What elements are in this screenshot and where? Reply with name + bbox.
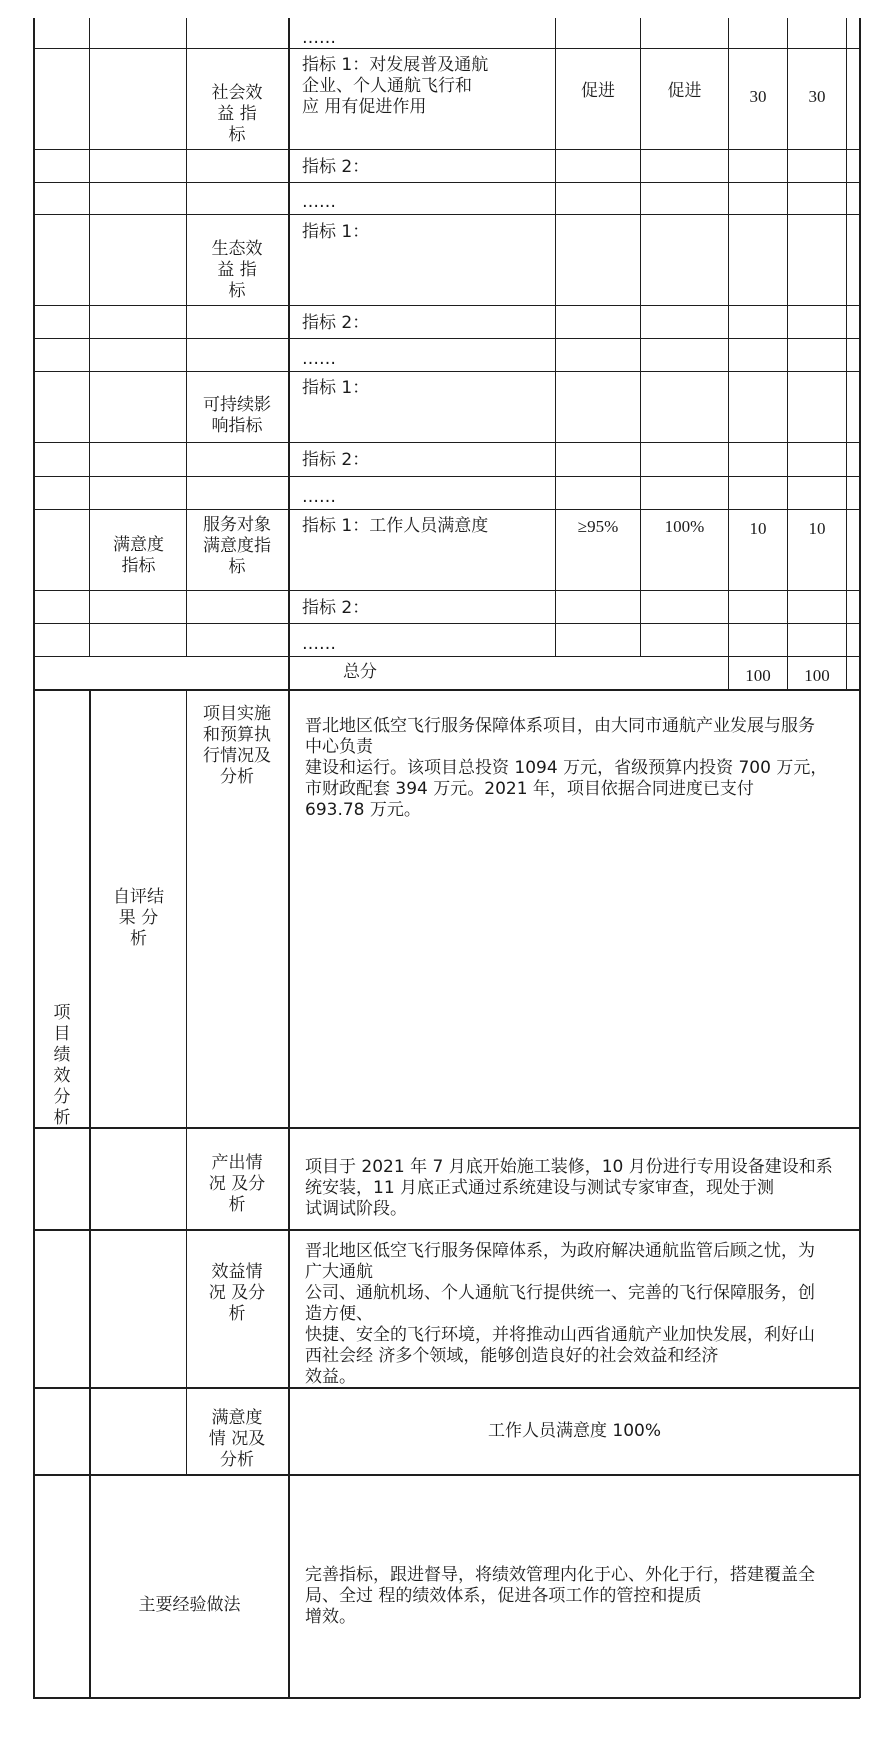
experience-label: 主要经验做法 xyxy=(138,1595,241,1615)
table-line xyxy=(33,1474,860,1476)
total-label: 总分 xyxy=(343,662,377,682)
actual-value-cell: 促进 xyxy=(667,81,702,101)
table-line xyxy=(33,214,860,215)
output-text: 项目于 2021 年 7 月底开始施工装修，10 月份进行专用设备建设和系 统安装，11 月底正式通过系统建设与测试专家审查，现处于测 试调试阶段。 xyxy=(305,1157,833,1219)
weight-cell: 30 xyxy=(749,87,767,106)
table-line xyxy=(33,1229,860,1231)
table-line xyxy=(288,18,290,1475)
category-cell: 生态效 益 指 标 xyxy=(211,239,263,301)
indicator-cell: …… xyxy=(302,192,336,212)
table-line xyxy=(846,18,847,690)
table-line xyxy=(33,476,860,477)
output-label: 产出情 况 及分 析 xyxy=(208,1153,266,1215)
table-line xyxy=(33,48,860,49)
table-line xyxy=(33,305,860,306)
table-line xyxy=(33,623,860,624)
total-weight: 100 xyxy=(745,666,771,685)
target-value-cell: 促进 xyxy=(581,81,615,101)
category-cell: 可持续影 响指标 xyxy=(203,395,271,436)
indicator-cell: …… xyxy=(302,28,336,48)
indicator-cell: …… xyxy=(302,487,336,507)
table-line xyxy=(288,1474,290,1698)
target-value-cell: ≥95% xyxy=(577,517,619,536)
indicator-cell: 指标 2： xyxy=(302,450,370,470)
level2-cell: 满意度 指标 xyxy=(113,535,164,576)
benefit-text: 晋北地区低空飞行服务保障体系，为政府解决通航监管后顾之忧，为 广大通航 公司、通航机场、个人通航飞行提供统一、完善的飞行保障服务，创 造方便、 快捷、安全的飞行环境，并将推动山西省通航产业加快发展，利好山 西社会经 济多个领域，能够创造良好的社会效益和经济 效益。 xyxy=(305,1241,815,1387)
table-line xyxy=(186,689,187,1475)
table-line xyxy=(33,689,860,691)
indicator-cell: 指标 1：工作人员满意度 xyxy=(302,516,489,536)
table-line xyxy=(89,18,90,656)
weight-cell: 10 xyxy=(749,519,767,538)
table-line xyxy=(33,338,860,339)
table-line xyxy=(89,689,91,1698)
impl-label: 项目实施 和预算执 行情况及 分析 xyxy=(203,704,271,787)
indicator-cell: …… xyxy=(302,349,336,369)
table-line xyxy=(33,371,860,372)
table-line xyxy=(728,18,729,690)
total-score: 100 xyxy=(804,666,830,685)
experience-text: 完善指标，跟进督导，将绩效管理内化于心、外化于行，搭建覆盖全 局、全过 程的绩效体系，促进各项工作的管控和提质 增效。 xyxy=(305,1565,815,1627)
table-line xyxy=(33,149,860,150)
table-line xyxy=(859,18,861,1698)
indicator-cell: 指标 2： xyxy=(302,157,370,177)
score-cell: 10 xyxy=(808,519,826,538)
indicator-cell: 指标 1： xyxy=(302,222,370,242)
table-line xyxy=(787,18,788,690)
table-line xyxy=(33,182,860,183)
table-line xyxy=(640,18,641,656)
table-line xyxy=(33,509,860,510)
table-line xyxy=(33,1127,860,1129)
table-line xyxy=(186,18,187,656)
impl-text: 晋北地区低空飞行服务保障体系项目，由大同市通航产业发展与服务 中心负责 建设和运行。该项目总投资 1094 万元，省级预算内投资 700 万元， 市财政配套 394 万元。2021 年，项目依据合同进度已支付 693.78 万元。 xyxy=(305,716,828,820)
table-line xyxy=(33,18,35,1698)
actual-value-cell: 100% xyxy=(664,517,705,536)
indicator-cell: 指标 1： xyxy=(302,378,370,398)
benefit-label: 效益情 况 及分 析 xyxy=(208,1262,266,1324)
satisfaction-label: 满意度 情 况及 分析 xyxy=(208,1408,266,1470)
category-cell: 服务对象 满意度指 标 xyxy=(203,515,271,577)
indicator-cell: …… xyxy=(302,634,336,654)
indicator-cell: 指标 2： xyxy=(302,313,370,333)
table-line xyxy=(33,1697,860,1699)
category-cell: 社会效 益 指 标 xyxy=(211,83,263,145)
table-line xyxy=(33,590,860,591)
score-cell: 30 xyxy=(808,87,826,106)
table-line xyxy=(555,18,556,656)
section-label: 项 目 绩 效 分 析 xyxy=(53,1003,71,1128)
indicator-cell: 指标 1：对发展普及通航 企业、个人通航飞行和 应 用有促进作用 xyxy=(302,55,489,117)
indicator-cell: 指标 2： xyxy=(302,598,370,618)
satisfaction-text: 工作人员满意度 100% xyxy=(487,1421,661,1441)
table-line xyxy=(33,656,860,657)
self-eval-label: 自评结 果 分 析 xyxy=(113,887,164,949)
table-line xyxy=(33,442,860,443)
